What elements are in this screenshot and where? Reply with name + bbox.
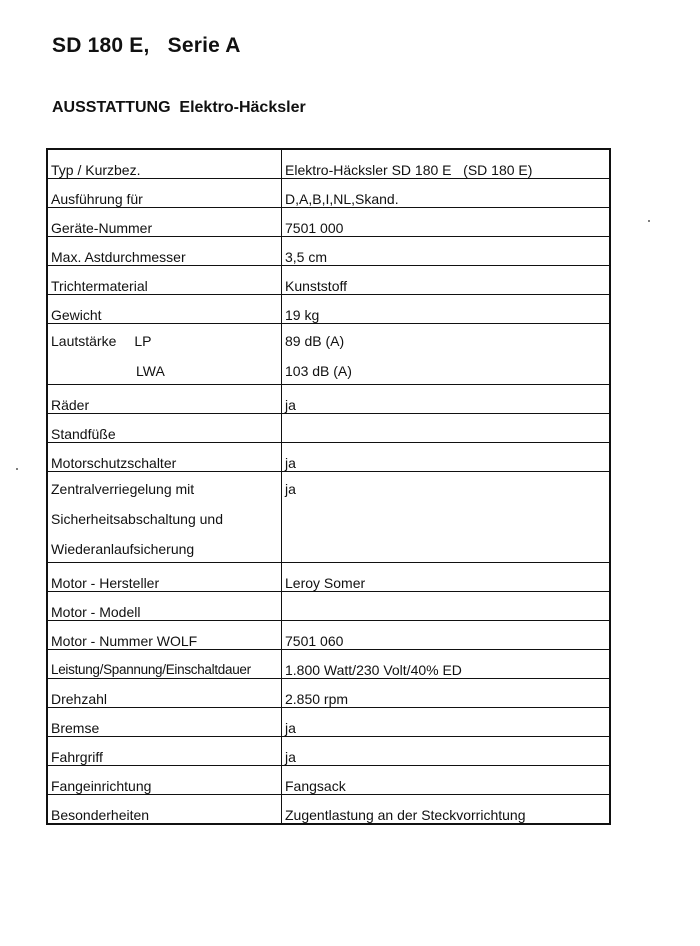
row-value: ja: [282, 385, 611, 414]
row-value: Elektro-Häcksler SD 180 E (SD 180 E): [282, 149, 611, 179]
table-row: [47, 266, 610, 295]
row-value: ja: [282, 708, 611, 737]
lautstaerke-lp-line: [48, 324, 281, 354]
row-label: Drehzahl: [47, 679, 282, 708]
row-value: [282, 414, 611, 443]
zentral-label-cell: [47, 472, 282, 563]
row-label: Trichtermaterial: [47, 266, 282, 295]
table-row: [47, 795, 610, 825]
row-label: Standfüße: [47, 414, 282, 443]
row-label: Typ / Kurzbez.: [47, 149, 282, 179]
scan-speck: [648, 220, 650, 222]
row-value: 7501 060: [282, 621, 611, 650]
equipment-table: [46, 148, 611, 825]
row-value: 7501 000: [282, 208, 611, 237]
table-row: [47, 563, 610, 592]
table-row: [47, 708, 610, 737]
table-row: [47, 208, 610, 237]
table-row: [47, 385, 610, 414]
zentral-value: ja: [285, 481, 296, 497]
row-label: Geräte-Nummer: [47, 208, 282, 237]
row-label: Motor - Hersteller: [47, 563, 282, 592]
table-row: [47, 592, 610, 621]
zentral-line-3: Wiederanlaufsicherung: [51, 541, 195, 557]
row-label: Räder: [47, 385, 282, 414]
section-heading: AUSSTATTUNG Elektro-Häcksler: [52, 99, 306, 116]
table-row: [47, 737, 610, 766]
table-row-zentralverriegelung: [47, 472, 610, 563]
row-label: Fangeinrichtung: [47, 766, 282, 795]
table-row: [47, 650, 610, 679]
table-row: [47, 766, 610, 795]
scan-speck: [16, 468, 18, 470]
lp-label: LP: [134, 333, 152, 349]
lwa-label: LWA: [136, 363, 165, 379]
table-row: [47, 237, 610, 266]
row-label: Bremse: [47, 708, 282, 737]
row-value: Kunststoff: [282, 266, 611, 295]
zentral-line-1: Zentralverriegelung mit: [51, 481, 195, 497]
row-value: Zugentlastung an der Steckvorrichtung: [282, 795, 611, 825]
lautstaerke-label: Lautstärke: [51, 333, 117, 349]
row-label: Leistung/Spannung/Einschaltdauer: [47, 650, 282, 679]
zentral-line-2: Sicherheitsabschaltung und: [51, 511, 224, 527]
row-label: Motorschutzschalter: [47, 443, 282, 472]
table-row: [47, 179, 610, 208]
table-row: [47, 149, 610, 179]
table-row-lautstaerke: [47, 324, 610, 385]
row-value: D,A,B,I,NL,Skand.: [282, 179, 611, 208]
table-row: [47, 443, 610, 472]
page-title: SD 180 E, Serie A: [52, 34, 241, 57]
row-value: Fangsack: [282, 766, 611, 795]
lwa-value: 103 dB (A): [285, 363, 352, 379]
row-value: ja: [282, 443, 611, 472]
row-label: Ausführung für: [47, 179, 282, 208]
table-row: [47, 679, 610, 708]
row-value: 3,5 cm: [282, 237, 611, 266]
row-value: [282, 592, 611, 621]
row-value: 19 kg: [282, 295, 611, 324]
table-row: [47, 295, 610, 324]
row-value: 1.800 Watt/230 Volt/40% ED: [282, 650, 611, 679]
row-label: Motor - Modell: [47, 592, 282, 621]
row-value: Leroy Somer: [282, 563, 611, 592]
lautstaerke-label-cell: [47, 324, 282, 385]
row-label: Fahrgriff: [47, 737, 282, 766]
row-value: ja: [282, 737, 611, 766]
table-row: [47, 414, 610, 443]
row-label: Motor - Nummer WOLF: [47, 621, 282, 650]
lp-value: 89 dB (A): [285, 333, 345, 349]
table-row: [47, 621, 610, 650]
row-label: Max. Astdurchmesser: [47, 237, 282, 266]
row-label: Besonderheiten: [47, 795, 282, 825]
row-label: Gewicht: [47, 295, 282, 324]
row-value: 2.850 rpm: [282, 679, 611, 708]
zentral-value-cell: [282, 472, 611, 563]
lautstaerke-value-cell: [282, 324, 611, 385]
